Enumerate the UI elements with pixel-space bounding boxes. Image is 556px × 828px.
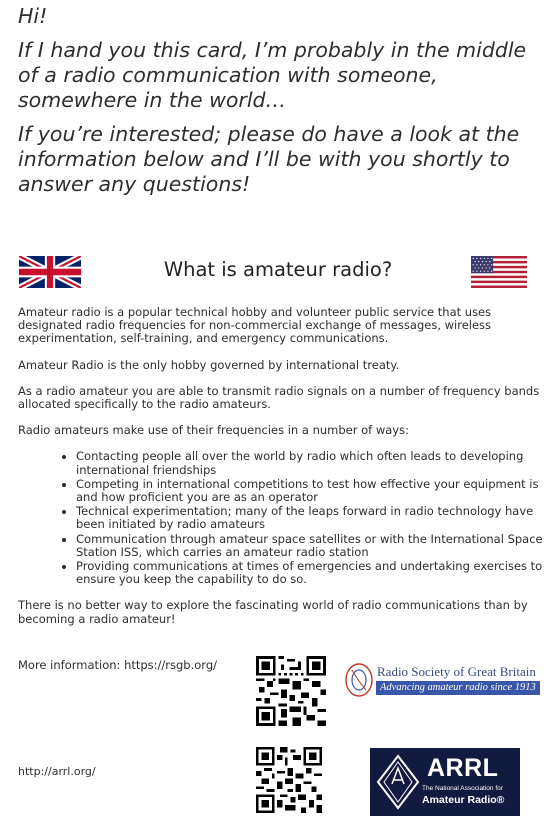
arrl-subtitle-2: Amateur Radio® — [422, 794, 505, 806]
us-flag-icon — [471, 256, 527, 288]
uses-list — [18, 450, 543, 586]
arrl-logo[interactable] — [370, 748, 520, 816]
arrl-title: ARRL — [427, 754, 499, 782]
body-text — [18, 306, 543, 639]
section-heading: What is amateur radio? — [163, 258, 393, 281]
body-paragraph-1: Amateur radio is a popular technical hobby and volunteer public service that uses designated radio frequencies for non-commercial exchange of messages, wireless experimentation, self-training, and emergency communications. — [18, 305, 492, 346]
rsgb-name: Radio Society of Great Britain — [377, 664, 536, 679]
more-info-link[interactable]: More information: https://rsgb.org/ — [18, 658, 217, 672]
rsgb-tagline: Advancing amateur radio since 1913 — [376, 681, 540, 695]
list-item: • Contacting people all over the world by radio which often leads to developing international friendships — [76, 450, 543, 476]
rsgb-emblem-icon — [342, 660, 376, 700]
rsgb-qr-code[interactable] — [256, 656, 326, 726]
body-paragraph-5: There is no better way to explore the fascinating world of radio communications than by becoming a radio amateur! — [18, 598, 528, 626]
arrl-qr-code[interactable] — [256, 746, 322, 814]
list-item: • Providing communications at times of emergencies and undertaking exercises to ensure you keep the capability to do so. — [76, 560, 543, 586]
list-item: • Communication through amateur space satellites or with the International Space Station ISS, which carries an amateur radio station — [76, 533, 543, 559]
list-item: • Technical experimentation; many of the leaps forward in radio technology have been initiated by radio amateurs — [76, 505, 543, 531]
body-paragraph-3: As a radio amateur you are able to transmit radio signals on a number of frequency bands allocated specifically to the radio amateurs. — [18, 383, 540, 412]
body-paragraph-2: Amateur Radio is the only hobby governed by international treaty. — [18, 357, 400, 372]
body-paragraph-4: Radio amateurs make use of their frequencies in a number of ways: — [18, 423, 409, 438]
list-item: • Competing in international competitions to test how effective your equipment is and how proficient you are as an operator — [76, 478, 543, 504]
greeting: Hi! — [18, 4, 48, 28]
intro-paragraph-1: If I hand you this card, I’m probably in the middle of a radio communication with someone, somewhere in the world… — [18, 38, 527, 112]
arrl-link[interactable]: http://arrl.org/ — [18, 765, 96, 778]
intro-text — [18, 4, 548, 206]
arrl-diamond-emblem-icon — [376, 754, 420, 810]
intro-paragraph-2: If you’re interested; please do have a look at the information below and I’ll be with you shortly to answer any questions! — [18, 122, 520, 196]
arrl-subtitle-1: The National Association for — [422, 785, 503, 792]
rsgb-logo[interactable] — [342, 660, 542, 710]
